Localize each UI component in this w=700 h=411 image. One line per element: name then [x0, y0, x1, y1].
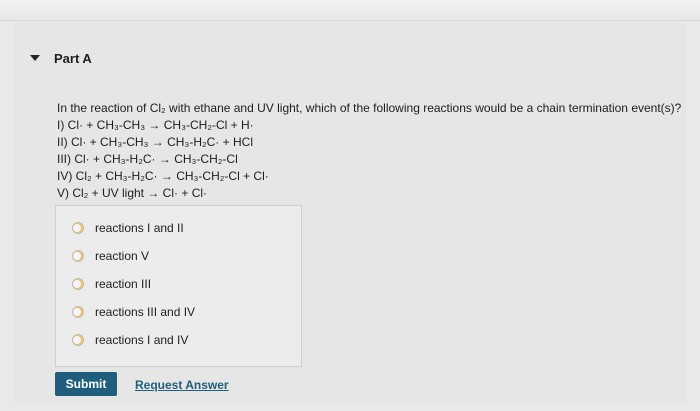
question-prompt: In the reaction of Cl₂ with ethane and UV light, which of the following reactions would be a chain termination event(s)?: [57, 101, 682, 115]
radio-button[interactable]: [72, 278, 84, 290]
radio-button[interactable]: [72, 306, 84, 318]
radio-button[interactable]: [72, 222, 84, 234]
radio-button[interactable]: [72, 334, 84, 346]
reaction-5: V) Cl₂ + UV light → Cl· + Cl·: [57, 186, 208, 200]
answer-choices: [55, 205, 302, 367]
request-answer-link[interactable]: Request Answer: [135, 378, 229, 392]
submit-button[interactable]: Submit: [55, 372, 117, 396]
choice-3[interactable]: [72, 275, 151, 293]
choice-label: reaction III: [95, 277, 152, 291]
part-title: Part A: [54, 50, 92, 66]
radio-button[interactable]: [72, 250, 84, 262]
reaction-3: III) Cl· + CH₃-H₂C· → CH₃-CH₂-Cl: [57, 152, 238, 166]
choice-label: reaction V: [95, 249, 150, 263]
question-text: [57, 100, 682, 202]
caret-down-icon[interactable]: [30, 55, 40, 61]
choice-4[interactable]: [72, 303, 195, 321]
choice-2[interactable]: [72, 247, 149, 265]
choice-1[interactable]: [72, 219, 184, 237]
part-header[interactable]: [30, 48, 92, 68]
reaction-2: II) Cl· + CH₃-CH₃ → CH₃-H₂C· + HCl: [57, 135, 253, 149]
choice-label: reactions III and IV: [95, 305, 196, 319]
reaction-1: I) Cl· + CH₃-CH₃ → CH₃-CH₂-Cl + H·: [57, 118, 254, 132]
choice-label: reactions I and II: [95, 221, 184, 235]
choice-label: reactions I and IV: [95, 333, 189, 347]
top-strip: [0, 0, 700, 21]
reaction-4: IV) Cl₂ + CH₃-H₂C· → CH₃-CH₂-Cl + Cl·: [57, 169, 269, 183]
choice-5[interactable]: [72, 331, 188, 349]
